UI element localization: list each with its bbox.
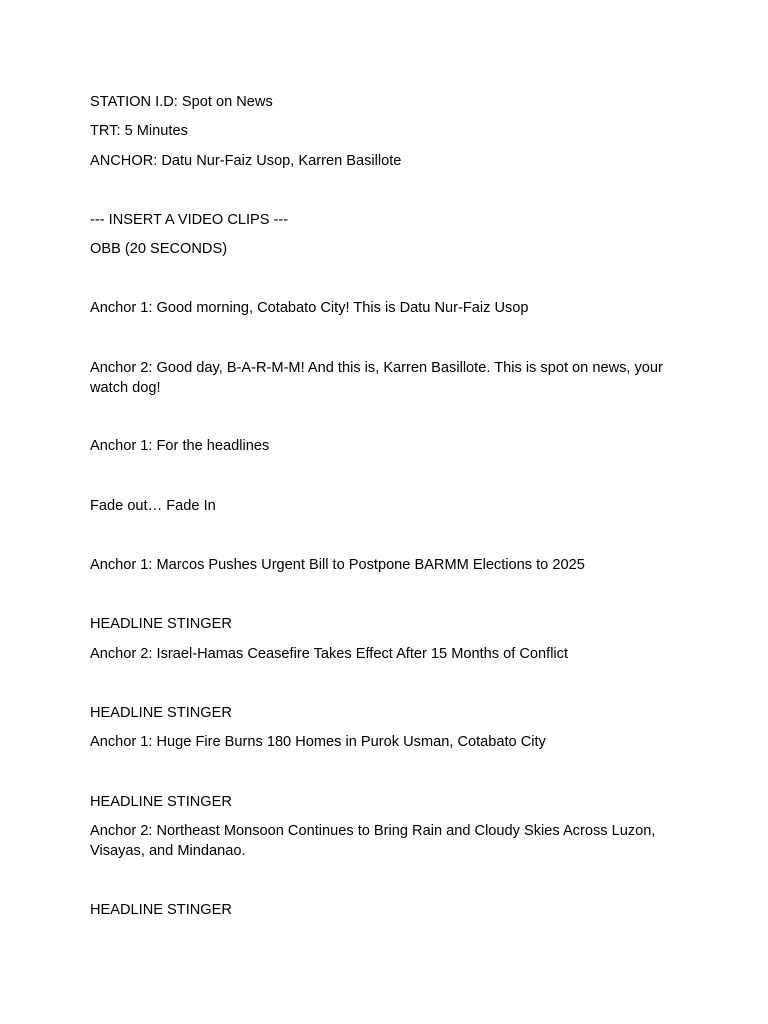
transition-line: Fade out… Fade In — [90, 498, 216, 514]
trt-line: TRT: 5 Minutes — [90, 123, 188, 139]
script-line-anchor1-greeting: Anchor 1: Good morning, Cotabato City! This is Datu Nur-Faiz Usop — [90, 300, 529, 316]
anchor-names-line: ANCHOR: Datu Nur-Faiz Usop, Karren Basillote — [90, 153, 402, 169]
script-line-headlines-intro: Anchor 1: For the headlines — [90, 438, 270, 454]
headline-2: Anchor 2: Israel-Hamas Ceasefire Takes Effect After 15 Months of Conflict — [90, 646, 569, 662]
headline-stinger: HEADLINE STINGER — [90, 902, 232, 918]
headline-stinger: HEADLINE STINGER — [90, 616, 232, 632]
headline-stinger: HEADLINE STINGER — [90, 794, 232, 810]
headline-1: Anchor 1: Marcos Pushes Urgent Bill to Postpone BARMM Elections to 2025 — [90, 557, 585, 573]
insert-video-line: --- INSERT A VIDEO CLIPS --- — [90, 212, 289, 228]
script-line-anchor2-greeting: Anchor 2: Good day, B-A-R-M-M! And this is, Karren Basillote. This is spot on news, your watch dog! — [90, 360, 663, 396]
headline-4: Anchor 2: Northeast Monsoon Continues to Bring Rain and Cloudy Skies Across Luzon, Visayas, and Mindanao. — [90, 823, 656, 859]
headline-3: Anchor 1: Huge Fire Burns 180 Homes in Purok Usman, Cotabato City — [90, 734, 546, 750]
obb-line: OBB (20 SECONDS) — [90, 241, 228, 257]
station-id-line: STATION I.D: Spot on News — [90, 94, 273, 110]
headline-stinger: HEADLINE STINGER — [90, 705, 232, 721]
